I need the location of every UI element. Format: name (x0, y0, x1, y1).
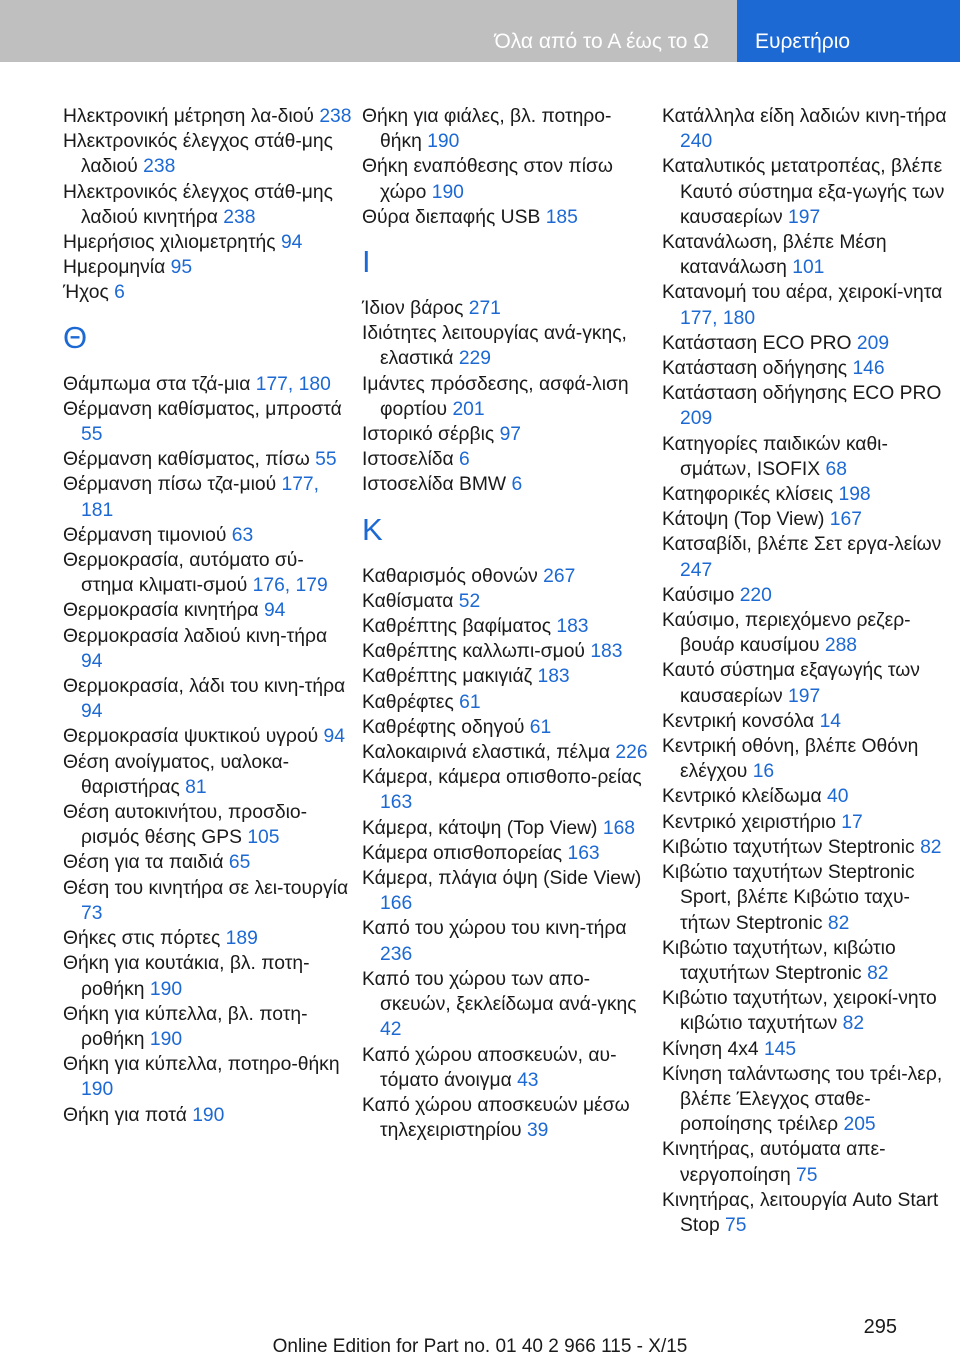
index-letter-heading: Ι (362, 244, 371, 280)
index-entry-term: Θήκη για κύπελλα, βλ. ποτη‐ροθήκη (63, 1003, 308, 1050)
index-entry-page-link[interactable]: 183 (537, 666, 570, 688)
index-entry-page-link[interactable]: 238 (223, 206, 256, 228)
index-entry (362, 816, 652, 841)
index-entry-term: Θήκη εναπόθεσης στον πίσω χώρο (362, 156, 613, 203)
index-entry-page-link[interactable]: 94 (323, 726, 345, 748)
index-entry (362, 664, 652, 689)
index-entry-page-link[interactable]: 73 (81, 902, 103, 924)
index-entry-term: Θέση για τα παιδιά (63, 852, 224, 874)
index-entry-page-link[interactable]: 55 (81, 424, 103, 446)
index-entry-term: Κάτοψη (Top View) (662, 509, 825, 531)
index-entry-page-link[interactable]: 220 (739, 584, 772, 606)
index-entry-page-link[interactable]: 95 (170, 257, 193, 279)
index-entry-term: Θέση του κινητήρα σε λει‐τουργία (63, 877, 349, 899)
index-entry (362, 639, 652, 664)
index-entry-page-link[interactable]: 238 (143, 156, 176, 178)
index-entry-page-link[interactable]: 52 (458, 590, 481, 612)
index-entry-term: Καπό του χώρου του κινη‐τήρα (362, 918, 627, 940)
index-entry-page-link[interactable]: 166 (380, 893, 413, 915)
index-entry (662, 709, 947, 734)
index-entry (362, 715, 652, 740)
index-entry-page-link[interactable]: 61 (459, 691, 481, 713)
index-entry-term: Καθρέπτης βαφίματος (362, 616, 551, 638)
index-entry-page-link[interactable]: 75 (725, 1214, 747, 1236)
index-entry-page-link[interactable]: 14 (819, 710, 842, 732)
index-entry (362, 321, 652, 371)
index-entry-page-link[interactable]: 267 (543, 565, 576, 587)
index-entry (362, 690, 652, 715)
index-entry (362, 296, 652, 321)
index-entry-term: Θέρμανση πίσω τζα‐μιού (63, 474, 277, 496)
index-entry-term: Καπό χώρου αποσκευών μέσω τηλεχειριστηρίου (362, 1094, 630, 1142)
index-entry-term: Θήκη για ποτά (63, 1104, 187, 1126)
index-entry-page-link[interactable]: 236 (380, 943, 413, 965)
index-entry-page-link[interactable]: 176, 179 (252, 575, 328, 597)
index-entry (362, 866, 652, 916)
index-entry (362, 104, 652, 154)
index-entry (662, 356, 947, 381)
index-entry-term: Κεντρική κονσόλα (662, 710, 815, 732)
index-entry-term: Κατηφορικές κλίσεις (662, 484, 834, 506)
index-entry (63, 876, 353, 926)
index-entry-term: Κατανομή του αέρα, χειροκί‐νητα (662, 282, 943, 304)
index-entry-term: Καπό του χώρου των απο‐σκευών, ξεκλείδωμα ανά‐γκης (362, 968, 637, 1016)
index-entry-page-link[interactable]: 42 (380, 1019, 402, 1041)
index-entry-page-link[interactable]: 68 (825, 458, 847, 480)
index-entry (63, 1052, 353, 1102)
index-entry-page-link[interactable]: 205 (843, 1114, 876, 1136)
index-entry (63, 800, 353, 850)
index-entry-page-link[interactable]: 97 (499, 424, 522, 446)
index-entry-page-link[interactable]: 163 (567, 842, 600, 864)
index-entry (63, 1002, 353, 1052)
index-entry-term: Ιστορικό σέρβις (362, 424, 495, 446)
index-entry-page-link[interactable]: 197 (788, 685, 821, 707)
index-entry-page-link[interactable]: 209 (680, 408, 713, 430)
index-entry (662, 986, 947, 1036)
index-entry-term: Κεντρικό χειριστήριο (662, 811, 836, 833)
index-entry-page-link[interactable]: 40 (827, 786, 849, 808)
index-entry (362, 841, 652, 866)
chapter-tab (737, 0, 960, 62)
index-entry (63, 523, 353, 548)
index-entry-page-link[interactable]: 189 (225, 928, 258, 950)
index-entry (662, 784, 947, 809)
index-entry (63, 372, 353, 397)
index-entry-term: Κατανάλωση, βλέπε Μέση κατανάλωση (662, 232, 887, 279)
index-entry-page-link[interactable]: 6 (458, 449, 470, 471)
index-entry-page-link[interactable]: 229 (458, 348, 491, 370)
index-entry-page-link[interactable]: 65 (228, 852, 251, 874)
index-entry (662, 280, 947, 330)
index-entry (662, 1188, 947, 1238)
index-entry (662, 482, 947, 507)
index-entry (63, 472, 353, 522)
index-entry-page-link[interactable]: 16 (752, 761, 775, 783)
index-entry-page-link[interactable]: 94 (263, 600, 286, 622)
index-entry (63, 397, 353, 447)
index-entry (662, 1037, 947, 1062)
index-entry-term: Κατηγορίες παιδικών καθι‐σμάτων, ISOFIX (662, 433, 888, 480)
index-entry (63, 280, 353, 305)
index-entry-term: Θερμοκρασία λαδιού κινη‐τήρα (63, 625, 328, 647)
index-entry-page-link[interactable]: 39 (526, 1120, 549, 1142)
index-entry-term: Καύσιμο (662, 584, 735, 606)
index-entry (362, 447, 652, 472)
index-entry (362, 967, 652, 1043)
index-entry-term: Καθρέφτες (362, 691, 454, 713)
index-entry-term: Ημερομηνία (63, 257, 166, 279)
index-entry-page-link[interactable]: 190 (431, 181, 464, 203)
index-entry (662, 1062, 947, 1138)
index-entry (63, 447, 353, 472)
index-entry-term: Ίδιον βάρος (362, 298, 464, 320)
index-entry-term: Θερμοκρασία κινητήρα (63, 600, 259, 622)
index-entry-term: Κιβώτιο ταχυτήτων, κιβώτιο ταχυτήτων Steptronic (662, 937, 896, 984)
index-entry-page-link[interactable]: 6 (114, 282, 125, 304)
index-entry-term: Καταλυτικός μετατροπέας, βλέπε Καυτό σύστημα εξα‐γωγής των καυσαερίων (662, 156, 945, 228)
index-entry-term: Καθρέπτης μακιγιάζ (362, 666, 533, 688)
index-entry-page-link[interactable]: 75 (796, 1164, 818, 1186)
index-entry-term: Θάμπωμα στα τζά‐μια (63, 373, 251, 395)
index-entry (63, 724, 353, 749)
index-entry (63, 104, 353, 129)
index-entry-page-link[interactable]: 168 (602, 817, 636, 839)
index-entry (662, 532, 947, 582)
index-entry (63, 674, 353, 724)
index-entry-term: Κατσαβίδι, βλέπε Σετ εργα‐λείων (662, 534, 942, 556)
index-entry-term: Θέρμανση καθίσματος, μπροστά (63, 398, 342, 420)
index-entry-page-link[interactable]: 190 (192, 1104, 225, 1126)
index-entry (362, 1093, 652, 1143)
index-entry-page-link[interactable]: 82 (867, 962, 889, 984)
section-tab (0, 0, 737, 62)
index-entry-term: Κιβώτιο ταχυτήτων, χειροκί‐νητο κιβώτιο ταχυτήτων (662, 988, 937, 1035)
index-entry (662, 331, 947, 356)
index-entry (662, 583, 947, 608)
index-entry-term: Κεντρική οθόνη, βλέπε Οθόνη ελέγχου (662, 736, 919, 783)
index-entry-page-link[interactable]: 55 (315, 449, 337, 471)
index-entry-term: Θύρα διεπαφής USB (362, 206, 541, 228)
index-entry-term: Κινητήρας, αυτόματα απε‐νεργοποίηση (662, 1139, 886, 1186)
index-entry-page-link[interactable]: 94 (81, 650, 103, 672)
index-entry-term: Κάμερα, πλάγια όψη (Side View) (362, 868, 642, 890)
index-entry-term: Κιβώτιο ταχυτήτων Steptronic (662, 836, 915, 858)
index-entry-term: Ηλεκτρονικός έλεγχος στάθ‐μης λαδιού κινητήρα (63, 181, 333, 228)
index-entry-term: Θέση ανοίγματος, υαλοκα‐θαριστήρας (63, 751, 290, 798)
index-entry-term: Ιμάντες πρόσδεσης, ασφά‐λιση φορτίου (362, 373, 629, 420)
index-entry (662, 154, 947, 230)
index-entry-page-link[interactable]: 183 (590, 641, 623, 663)
index-entry-term: Θήκη για κύπελλα, ποτηρο‐θήκη (63, 1054, 340, 1076)
index-entry (362, 205, 652, 230)
index-entry (662, 658, 947, 708)
index-entry (662, 936, 947, 986)
index-entry-term: Ιστοσελίδα (362, 449, 454, 471)
index-entry (63, 750, 353, 800)
index-entry-page-link[interactable]: 145 (763, 1038, 797, 1060)
index-entry-page-link[interactable]: 190 (81, 1079, 114, 1101)
index-entry-term: Ιδιότητες λειτουργίας ανά‐γκης, ελαστικά (362, 323, 627, 370)
page-header (0, 0, 960, 62)
index-entry-term: Κίνηση 4x4 (662, 1038, 759, 1060)
index-entry-term: Κατάσταση οδήγησης (662, 358, 848, 380)
index-entry-page-link[interactable]: 240 (680, 131, 713, 153)
index-entry-term: Κιβώτιο ταχυτήτων Steptronic Sport, βλέπε Κιβώτιο ταχυ‐τήτων Steptronic (662, 862, 915, 934)
index-entry-page-link[interactable]: 185 (545, 206, 578, 228)
index-entry-term: Κίνηση ταλάντωσης του τρέι‐λερ, βλέπε Έλεγχος σταθε‐ροποίησης τρέιλερ (662, 1063, 943, 1136)
index-entry-term: Κατάλληλα είδη λαδιών κινη‐τήρα (662, 106, 947, 127)
index-column-2 (362, 104, 652, 1143)
index-entry-page-link[interactable]: 101 (792, 257, 825, 279)
index-entry (362, 589, 652, 614)
index-entry-page-link[interactable]: 163 (380, 792, 413, 814)
index-entry-page-link[interactable]: 63 (231, 524, 254, 546)
index-entry-term: Θέρμανση καθίσματος, πίσω (63, 449, 310, 471)
index-entry (63, 1103, 353, 1128)
index-entry-term: Θέρμανση τιμονιού (63, 524, 227, 546)
index-entry-term: Καλοκαιρινά ελαστικά, πέλμα (362, 742, 611, 764)
index-entry (63, 951, 353, 1001)
index-entry-term: Θέση αυτοκινήτου, προσδιο‐ρισμός θέσης GPS (63, 802, 307, 849)
index-column-3 (662, 104, 947, 1238)
index-entry-page-link[interactable]: 197 (788, 206, 821, 228)
index-entry (362, 154, 652, 204)
index-entry-term: Καπό χώρου αποσκευών, αυ‐τόματο άνοιγμα (362, 1044, 617, 1091)
index-entry-page-link[interactable]: 238 (319, 106, 352, 127)
index-entry-page-link[interactable]: 177, 180 (680, 307, 756, 329)
chapter-title: Ευρετήριο (755, 30, 851, 53)
index-entry (63, 598, 353, 623)
index-entry-term: Κάμερα, κάτοψη (Top View) (362, 817, 598, 839)
index-entry-term: Κατάσταση οδήγησης ECO PRO (662, 383, 942, 405)
index-letter-heading: Θ (63, 319, 88, 355)
index-entry (63, 548, 353, 598)
index-entry-page-link[interactable]: 6 (511, 474, 523, 496)
index-entry (662, 104, 947, 154)
index-entry-term: Θήκες στις πόρτες (63, 928, 221, 950)
index-entry-term: Θήκη για φιάλες, βλ. ποτηρο‐θήκη (362, 106, 612, 153)
index-entry-term: Κατάσταση ECO PRO (662, 332, 852, 354)
index-entry-term: Ηλεκτρονική μέτρηση λα‐διού (63, 106, 314, 127)
index-entry-page-link[interactable]: 82 (920, 836, 942, 858)
index-entry-term: Καυτό σύστημα εξαγωγής των καυσαερίων (662, 660, 920, 707)
index-entry (362, 422, 652, 447)
index-entry (662, 835, 947, 860)
index-entry-page-link[interactable]: 201 (452, 398, 485, 420)
index-entry-term: Κεντρικό κλείδωμα (662, 786, 822, 808)
index-entry-term: Καθίσματα (362, 590, 454, 612)
index-entry-page-link[interactable]: 82 (827, 912, 850, 934)
index-entry (662, 810, 947, 835)
index-entry-term: Ηλεκτρονικός έλεγχος στάθ‐μης λαδιού (63, 131, 333, 178)
index-entry-page-link[interactable]: 190 (427, 131, 460, 153)
index-entry-term: Θερμοκρασία, λάδι του κινη‐τήρα (63, 676, 346, 698)
page-number: 295 (863, 1316, 897, 1338)
index-entry (362, 614, 652, 639)
index-entry-page-link[interactable]: 288 (824, 635, 858, 657)
index-entry-term: Καθαρισμός οθονών (362, 565, 538, 587)
index-entry (662, 734, 947, 784)
footer-edition: Online Edition for Part no. 01 40 2 966 115 - X/15 (272, 1336, 688, 1357)
index-entry-page-link[interactable]: 167 (829, 509, 862, 531)
index-entry (662, 1137, 947, 1187)
index-entry-page-link[interactable]: 94 (81, 701, 103, 723)
index-entry-page-link[interactable]: 94 (280, 232, 303, 254)
index-entry (662, 507, 947, 532)
index-entry-term: Ήχος (63, 282, 109, 304)
index-entry (362, 916, 652, 966)
index-column-1 (63, 104, 353, 1128)
index-entry (63, 850, 353, 875)
index-entry (662, 230, 947, 280)
index-entry-term: Ιστοσελίδα BMW (362, 474, 507, 496)
index-entry-term: Θερμοκρασία ψυκτικού υγρού (63, 726, 319, 748)
index-entry (662, 860, 947, 936)
index-entry (662, 608, 947, 658)
index-entry (662, 381, 947, 431)
index-entry-page-link[interactable]: 209 (856, 332, 890, 354)
index-entry-term: Ημερήσιος χιλιομετρητής (63, 232, 276, 254)
index-entry-page-link[interactable]: 183 (556, 616, 589, 638)
section-title: Όλα από το Α έως το Ω (494, 30, 709, 53)
index-entry-page-link[interactable]: 17 (841, 811, 863, 833)
index-entry-page-link[interactable]: 190 (149, 978, 183, 1000)
index-entry (362, 1043, 652, 1093)
index-entry (63, 230, 353, 255)
index-letter-heading: Κ (362, 511, 383, 547)
index-entry (63, 624, 353, 674)
index-entry-term: Κάμερα, κάμερα οπισθοπο‐ρείας (362, 767, 642, 789)
index-entry-page-link[interactable]: 105 (247, 827, 280, 849)
index-entry-page-link[interactable]: 81 (185, 776, 207, 798)
index-entry-page-link[interactable]: 177, 180 (255, 373, 331, 395)
index-entry-page-link[interactable]: 247 (680, 559, 713, 581)
index-entry-term: Καθρέφτης οδηγού (362, 716, 525, 738)
index-entry-page-link[interactable]: 190 (149, 1028, 183, 1050)
index-entry (63, 926, 353, 951)
index-entry (362, 372, 652, 422)
index-entry (63, 180, 353, 230)
index-entry-term: Καθρέπτης καλλωπι‐σμού (362, 641, 585, 663)
index-entry-page-link[interactable]: 198 (838, 484, 871, 506)
index-entry-term: Κινητήρας, λειτουργία Auto Start Stop (662, 1189, 939, 1236)
index-entry-page-link[interactable]: 43 (517, 1069, 539, 1091)
index-entry (662, 432, 947, 482)
index-entry-page-link[interactable]: 226 (615, 742, 648, 764)
index-entry (63, 129, 353, 179)
index-entry-page-link[interactable]: 82 (842, 1013, 865, 1035)
index-entry (362, 765, 652, 815)
index-entry-term: Θερμοκρασία, αυτόματο σύ‐στημα κλιματι‐σμού (63, 550, 304, 597)
index-entry (362, 564, 652, 589)
index-entry-page-link[interactable]: 271 (468, 298, 501, 320)
index-entry (362, 740, 652, 765)
index-entry (362, 472, 652, 497)
index-entry (63, 255, 353, 280)
index-entry-page-link[interactable]: 61 (529, 716, 552, 738)
index-entry-page-link[interactable]: 177, 181 (81, 474, 320, 521)
index-entry-term: Καύσιμο, περιεχόμενο ρεζερ‐βουάρ καυσίμου (662, 610, 911, 657)
index-entry-term: Κάμερα οπισθοπορείας (362, 842, 563, 864)
index-entry-term: Θήκη για κουτάκια, βλ. ποτη‐ροθήκη (63, 953, 310, 1000)
index-entry-page-link[interactable]: 146 (852, 358, 885, 380)
